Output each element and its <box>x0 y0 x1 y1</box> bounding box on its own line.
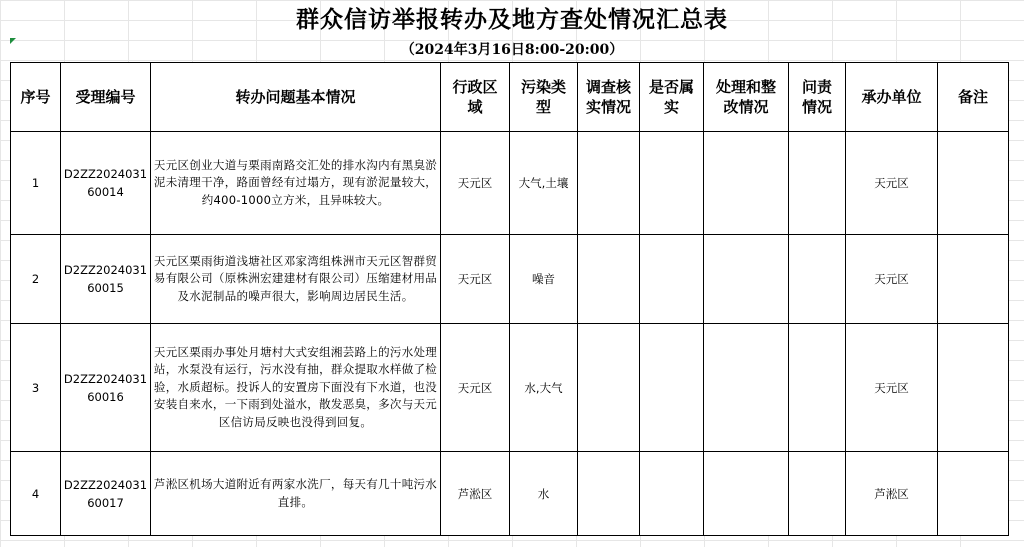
cell-unit[interactable]: 天元区 <box>846 324 938 452</box>
header-pollution[interactable]: 污染类型 <box>510 63 578 132</box>
cell-code[interactable]: D2ZZ202403160016 <box>61 324 151 452</box>
cell-verified[interactable] <box>640 324 704 452</box>
cell-remarks[interactable] <box>938 452 1009 536</box>
page-title: 群众信访举报转办及地方查处情况汇总表 <box>296 6 728 33</box>
cell-handling[interactable] <box>704 132 789 235</box>
cell-handling[interactable] <box>704 324 789 452</box>
cell-investigation[interactable] <box>578 452 640 536</box>
cell-remarks[interactable] <box>938 132 1009 235</box>
header-verified[interactable]: 是否属实 <box>640 63 704 132</box>
summary-table <box>10 62 1009 536</box>
cell-investigation[interactable] <box>578 132 640 235</box>
header-district[interactable]: 行政区域 <box>441 63 510 132</box>
cell-desc[interactable]: 天元区栗雨办事处月塘村大式安组湘芸路上的污水处理站，水泵没有运行，污水没有抽，群众提取水样做了检验，水质超标。投诉人的安置房下面没有下水道，也没安装自来水，一下雨到处溢水，散发恶臭，多次与天元区信访局反映也没得到回复。 <box>151 324 441 452</box>
header-code[interactable]: 受理编号 <box>61 63 151 132</box>
cell-verified[interactable] <box>640 235 704 324</box>
cell-accountability[interactable] <box>789 324 846 452</box>
table-row <box>11 324 1009 452</box>
cell-code[interactable]: D2ZZ202403160015 <box>61 235 151 324</box>
cell-district[interactable]: 天元区 <box>441 235 510 324</box>
cell-verified[interactable] <box>640 132 704 235</box>
header-handling[interactable]: 处理和整改情况 <box>704 63 789 132</box>
cell-code[interactable]: D2ZZ202403160014 <box>61 132 151 235</box>
cell-pollution[interactable]: 水 <box>510 452 578 536</box>
cell-code[interactable]: D2ZZ202403160017 <box>61 452 151 536</box>
cell-seq[interactable]: 4 <box>11 452 61 536</box>
cell-unit[interactable]: 天元区 <box>846 132 938 235</box>
cell-unit[interactable]: 天元区 <box>846 235 938 324</box>
table-row <box>11 235 1009 324</box>
cell-seq[interactable]: 3 <box>11 324 61 452</box>
cell-pollution[interactable]: 大气,土壤 <box>510 132 578 235</box>
header-investigation[interactable]: 调查核实情况 <box>578 63 640 132</box>
cell-pollution[interactable]: 噪音 <box>510 235 578 324</box>
cell-unit[interactable]: 芦淞区 <box>846 452 938 536</box>
header-accountability[interactable]: 问责情况 <box>789 63 846 132</box>
cell-district[interactable]: 芦淞区 <box>441 452 510 536</box>
cell-accountability[interactable] <box>789 132 846 235</box>
cell-pollution[interactable]: 水,大气 <box>510 324 578 452</box>
table-row <box>11 452 1009 536</box>
cell-handling[interactable] <box>704 452 789 536</box>
cell-district[interactable]: 天元区 <box>441 132 510 235</box>
cell-investigation[interactable] <box>578 324 640 452</box>
table-header-row <box>11 63 1009 132</box>
cell-seq[interactable]: 1 <box>11 132 61 235</box>
cell-district[interactable]: 天元区 <box>441 324 510 452</box>
table-row <box>11 132 1009 235</box>
header-desc[interactable]: 转办问题基本情况 <box>151 63 441 132</box>
page-subtitle: （2024年3月16日8:00-20:00） <box>400 42 624 58</box>
cell-desc[interactable]: 芦淞区机场大道附近有两家水洗厂，每天有几十吨污水直排。 <box>151 452 441 536</box>
cell-remarks[interactable] <box>938 235 1009 324</box>
cell-desc[interactable]: 天元区创业大道与栗雨南路交汇处的排水沟内有黑臭淤泥未清理干净，路面曾经有过塌方，现有淤泥量较大，约400-1000立方米，且异味较大。 <box>151 132 441 235</box>
header-remarks[interactable]: 备注 <box>938 63 1009 132</box>
cell-seq[interactable]: 2 <box>11 235 61 324</box>
cell-accountability[interactable] <box>789 452 846 536</box>
header-seq[interactable]: 序号 <box>11 63 61 132</box>
cell-investigation[interactable] <box>578 235 640 324</box>
cell-accountability[interactable] <box>789 235 846 324</box>
cell-desc[interactable]: 天元区栗雨街道浅塘社区邓家湾组株洲市天元区智群贸易有限公司（原株洲宏建建材有限公司）压缩建材用品及水泥制品的噪声很大，影响周边居民生活。 <box>151 235 441 324</box>
cell-verified[interactable] <box>640 452 704 536</box>
cell-handling[interactable] <box>704 235 789 324</box>
cell-remarks[interactable] <box>938 324 1009 452</box>
header-unit[interactable]: 承办单位 <box>846 63 938 132</box>
